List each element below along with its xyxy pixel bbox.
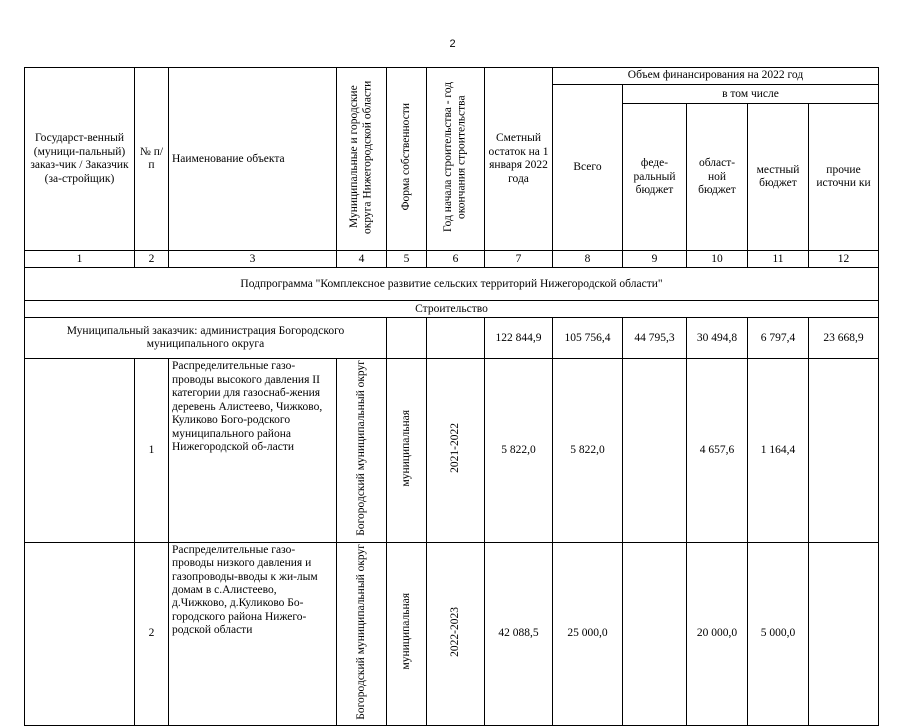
page-number: 2 (449, 38, 456, 50)
row-municipality (337, 359, 387, 542)
header-total: Всего (553, 85, 623, 251)
empty-cell (387, 318, 427, 359)
row-federal (623, 542, 687, 725)
column-number: 4 (337, 251, 387, 268)
header-object-name: Наименование объекта (169, 68, 337, 251)
header-municipality (337, 68, 387, 251)
customer-label: Муниципальный заказчик: администрация Богородского муниципального округа (25, 318, 387, 359)
column-number: 6 (427, 251, 485, 268)
row-years-text: 2022-2023 (448, 606, 461, 657)
row-object-name: Распределительные газо-проводы высокого давления II категории для газоснаб-жения деревень Алистеево, Чижково, Куликово Бого-родского муниципального района Нижегородской об-ласти (169, 359, 337, 542)
header-ownership (387, 68, 427, 251)
table-row (25, 359, 879, 542)
header-years (427, 68, 485, 251)
section-row (25, 301, 879, 318)
row-ownership (387, 542, 427, 725)
row-index: 2 (135, 542, 169, 725)
column-number: 11 (748, 251, 809, 268)
column-number: 3 (169, 251, 337, 268)
customer-total: 105 756,4 (553, 318, 623, 359)
row-ownership (387, 359, 427, 542)
column-number: 1 (25, 251, 135, 268)
row-federal (623, 359, 687, 542)
row-years (427, 542, 485, 725)
empty-cell (25, 359, 135, 542)
row-other (809, 359, 879, 542)
header-other: прочие источни ки (809, 104, 879, 251)
row-years (427, 359, 485, 542)
customer-balance: 122 844,9 (485, 318, 553, 359)
header-ownership-text: Форма собственности (399, 103, 412, 211)
header-row-1 (25, 68, 879, 85)
header-federal: феде-ральный бюджет (623, 104, 687, 251)
header-municipality-text: Муниципальные и городские округа Нижегородской области (348, 80, 374, 234)
financing-table (24, 67, 879, 726)
row-object-name: Распределительные газо-проводы низкого давления и газопроводы-вводы к жи-лым домам в с.Алистеево, д.Чижково, д.Куликово Бо-городского района Нижего-родской области (169, 542, 337, 725)
row-total: 5 822,0 (553, 359, 623, 542)
row-other (809, 542, 879, 725)
row-index: 1 (135, 359, 169, 542)
header-local: местный бюджет (748, 104, 809, 251)
header-customer: Государст-венный (муници-пальный) заказ-чик / Заказчик (за-стройщик) (25, 68, 135, 251)
header-regional: област-ной бюджет (687, 104, 748, 251)
header-including: в том числе (623, 85, 879, 104)
customer-regional: 30 494,8 (687, 318, 748, 359)
customer-federal: 44 795,3 (623, 318, 687, 359)
row-regional: 20 000,0 (687, 542, 748, 725)
row-balance: 42 088,5 (485, 542, 553, 725)
row-regional: 4 657,6 (687, 359, 748, 542)
empty-cell (427, 318, 485, 359)
row-total: 25 000,0 (553, 542, 623, 725)
customer-summary-row (25, 318, 879, 359)
column-number: 5 (387, 251, 427, 268)
row-local: 1 164,4 (748, 359, 809, 542)
empty-cell (25, 542, 135, 725)
column-number: 2 (135, 251, 169, 268)
row-ownership-text: муниципальная (399, 593, 412, 670)
header-funding-group: Объем финансирования на 2022 год (553, 68, 879, 85)
column-number: 12 (809, 251, 879, 268)
header-balance: Сметный остаток на 1 января 2022 года (485, 68, 553, 251)
row-municipality (337, 542, 387, 725)
header-index: № п/п (135, 68, 169, 251)
row-local: 5 000,0 (748, 542, 809, 725)
customer-other: 23 668,9 (809, 318, 879, 359)
row-ownership-text: муниципальная (399, 410, 412, 487)
column-number: 8 (553, 251, 623, 268)
column-number-row (25, 251, 879, 268)
section-title: Строительство (25, 301, 879, 318)
table-row (25, 542, 879, 725)
column-number: 7 (485, 251, 553, 268)
row-years-text: 2021-2022 (448, 423, 461, 474)
subprogram-row (25, 268, 879, 301)
row-balance: 5 822,0 (485, 359, 553, 542)
row-municipality-text: Богородский муниципальный округ (354, 543, 367, 720)
row-municipality-text: Богородский муниципальный округ (354, 360, 367, 537)
customer-local: 6 797,4 (748, 318, 809, 359)
column-number: 9 (623, 251, 687, 268)
subprogram-title: Подпрограмма "Комплексное развитие сельских территорий Нижегородской области" (25, 268, 879, 301)
header-years-text: Год начала строительства - год окончания строительства (442, 81, 468, 233)
column-number: 10 (687, 251, 748, 268)
